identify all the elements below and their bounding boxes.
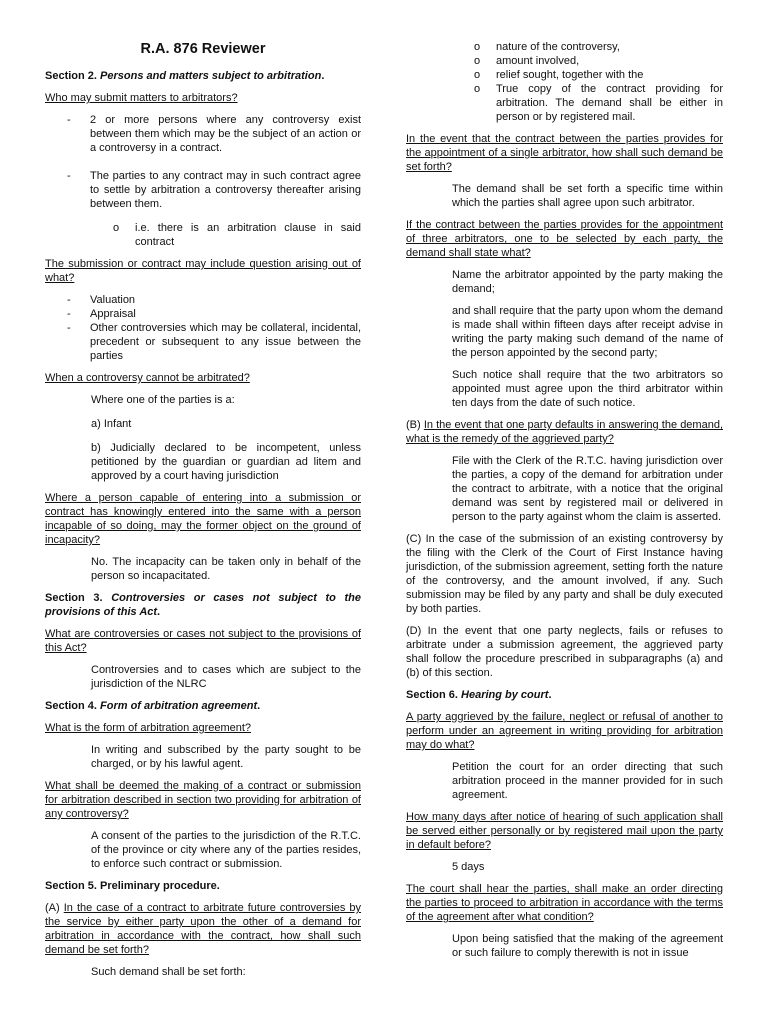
question-future-controversies: (A) In the case of a contract to arbitrate future controversies by the service by either party upon the other of a demand for arbitration in accordance with the contract, how shall such demand be set forth? <box>45 902 361 956</box>
question-party-defaults: (B) In the event that one party defaults in answering the demand, what is the remedy of the aggrieved party? <box>406 419 723 445</box>
list-item: - Appraisal <box>67 308 136 320</box>
list-item: - Other controversies which may be collateral, incidental, precedent or subsequent to any issue between the parties <box>67 322 361 362</box>
sub-list-item: o relief sought, together with the <box>474 69 644 81</box>
section-3-heading: Section 3. Controversies or cases not subject to the provisions of this Act. <box>45 592 362 618</box>
section-2-heading: Section 2. Persons and matters subject to arbitration. <box>45 70 325 82</box>
section-6-heading: Section 6. Hearing by court. <box>406 689 552 701</box>
answer: Upon being satisfied that the making of the agreement or such failure to comply therewith is not in issue <box>452 933 723 959</box>
question-who-may-submit: Who may submit matters to arbitrators? <box>45 92 238 104</box>
answer: File with the Clerk of the R.T.C. having jurisdiction over the parties, a copy of the demand for arbitration under the contract to arbitrate, with a notice that the original demand was sent by registered mail or delivered in person to the party against whom the claim is asserted. <box>452 455 723 523</box>
left-column <box>45 40 361 985</box>
question-form-of-agreement: What is the form of arbitration agreement? <box>45 722 252 734</box>
question-three-arbitrators: If the contract between the parties provides for the appointment of three arbitrators, one to be selected by each party, the demand shall state what? <box>406 219 723 259</box>
answer: No. The incapacity can be taken only in behalf of the person so incapacitated. <box>91 556 361 582</box>
answer: Name the arbitrator appointed by the party making the demand; <box>452 269 723 295</box>
answer: a) Infant <box>91 418 132 430</box>
answer: In writing and subscribed by the party sought to be charged, or by his lawful agent. <box>91 744 361 770</box>
answer: Where one of the parties is a: <box>91 394 235 406</box>
demand-contents-list <box>406 40 723 124</box>
question-single-arbitrator: In the event that the contract between the parties provides for the appointment of a single arbitrator, how shall such demand be set forth? <box>406 133 723 173</box>
sub-list-item: o i.e. there is an arbitration clause in said contract <box>113 222 361 248</box>
list-item: - 2 or more persons where any controversy exist between them which may be the subject of an action or a controversy in a contract. <box>67 114 361 154</box>
paragraph-d: (D) In the event that one party neglects, fails or refuses to arbitrate under a submission agreement, the aggrieved party shall follow the procedure prescribed in subparagraphs (a) and (b) of this section. <box>406 625 723 679</box>
question-submission-include: The submission or contract may include question arising out of what? <box>45 258 361 284</box>
answer: and shall require that the party upon whom the demand is made shall within fifteen days after receipt advise in writing the party making such demand of the name of the person appointed by the second party; <box>452 305 723 359</box>
list-item: - Valuation <box>67 294 136 306</box>
question-days-notice: How many days after notice of hearing of such application shall be served either personally or by registered mail upon the party in default before? <box>406 811 723 851</box>
sub-list-item: o amount involved, <box>474 55 580 67</box>
answer: b) Judicially declared to be incompetent, unless petitioned by the guardian or guardian ad litem and approved by a court having jurisdiction <box>91 442 361 482</box>
question-court-condition: The court shall hear the parties, shall make an order directing the parties to proceed to arbitration in accordance with the terms of the agreement after what condition? <box>406 883 723 923</box>
answer: Such notice shall require that the two arbitrators so appointed must agree upon the third arbitrator within ten days from the date of such notice. <box>452 369 723 409</box>
question-cannot-be-arbitrated: When a controversy cannot be arbitrated? <box>45 372 250 384</box>
sub-list-item: o nature of the controversy, <box>474 41 620 53</box>
question-controversies-not-subject: What are controversies or cases not subject to the provisions of this Act? <box>45 628 361 654</box>
section-4-heading: Section 4. Form of arbitration agreement. <box>45 700 261 712</box>
answer: 5 days <box>452 861 485 873</box>
section-5-heading: Section 5. Preliminary procedure. <box>45 880 220 892</box>
sub-list-item: o True copy of the contract providing for arbitration. The demand shall be either in person or by registered mail. <box>474 83 723 123</box>
answer: A consent of the parties to the jurisdiction of the R.T.C. of the province or city where any of the parties resides, to enforce such contract or submission. <box>91 830 361 870</box>
right-column <box>406 40 723 966</box>
question-aggrieved-party: A party aggrieved by the failure, neglect or refusal of another to perform under an agreement in writing providing for arbitration may do what? <box>406 711 723 751</box>
paragraph-c: (C) In the case of the submission of an existing controversy by the filing with the Clerk of the Court of First Instance having jurisdiction, of the submission agreement, setting forth the nature of the controversy, and the amount involved, if any. Such submission may be filed by any party and shall be duly executed by both parties. <box>406 533 723 615</box>
answer: Controversies and to cases which are subject to the jurisdiction of the NLRC <box>91 664 361 690</box>
answer: Such demand shall be set forth: <box>91 966 246 978</box>
answer: The demand shall be set forth a specific time within which the parties shall agree upon such arbitrator. <box>452 183 723 209</box>
question-deemed-making: What shall be deemed the making of a contract or submission for arbitration described in section two providing for arbitration of any controversy? <box>45 780 361 820</box>
document-title: R.A. 876 Reviewer <box>140 41 266 57</box>
answer: Petition the court for an order directing that such arbitration proceed in the manner provided for in such agreement. <box>452 761 723 801</box>
list-item: - The parties to any contract may in such contract agree to settle by arbitration a controversy thereafter arising between them. <box>67 170 361 210</box>
question-incapacity: Where a person capable of entering into a submission or contract has knowingly entered into the same with a person incapable of so doing, may the former object on the ground of incapacity? <box>45 492 361 546</box>
